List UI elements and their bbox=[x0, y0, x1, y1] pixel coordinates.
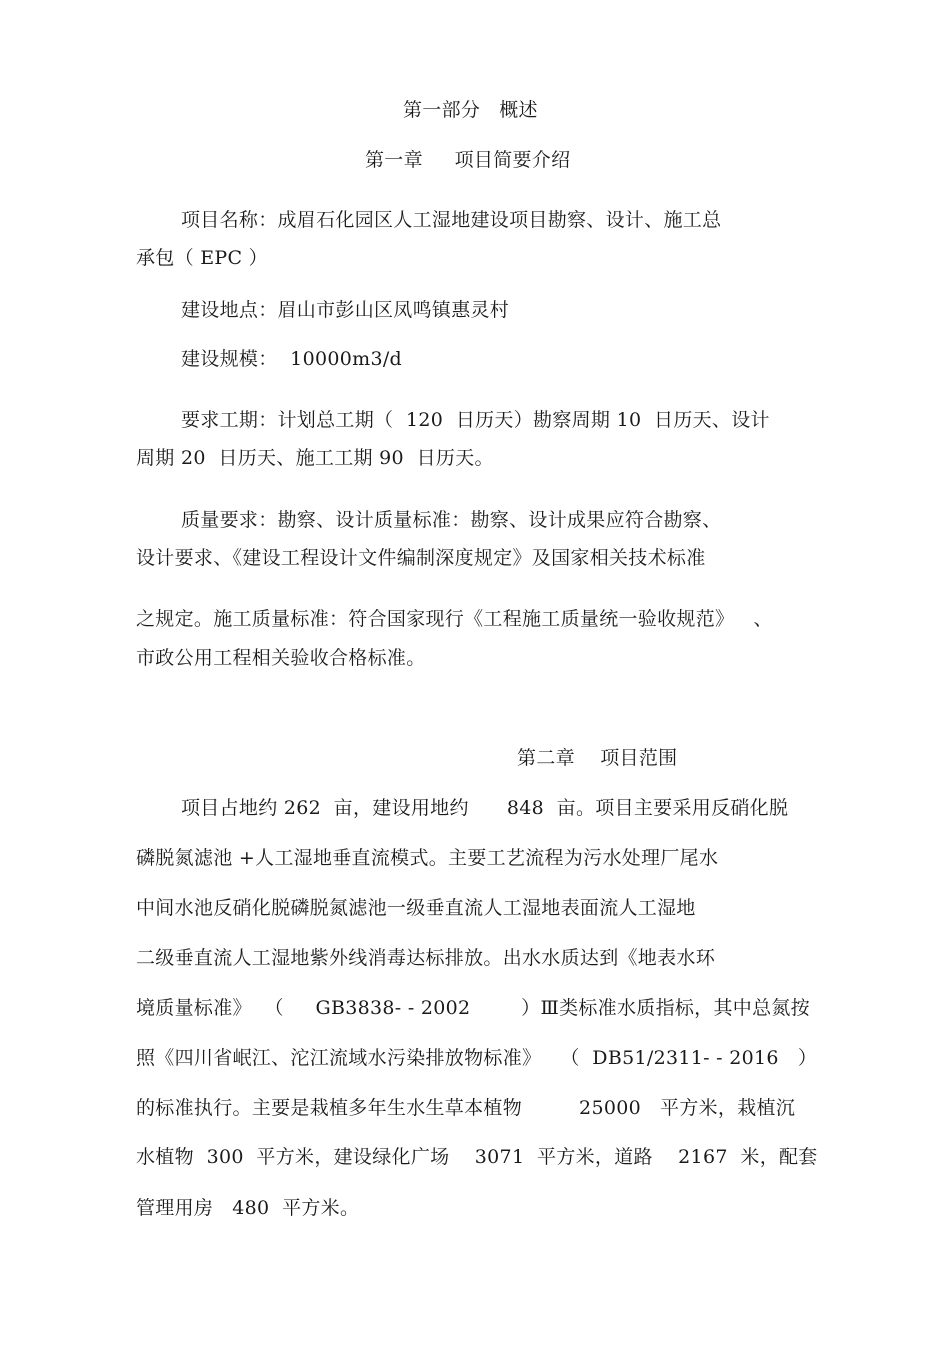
quality-line3: 之规定。施工质量标准：符合国家现行《工程施工质量统一验收规范》 、 bbox=[136, 608, 773, 630]
project-location: 建设地点：眉山市彭山区凤鸣镇惠灵村 bbox=[181, 299, 510, 321]
scope-line: 中间水池反硝化脱磷脱氮滤池一级垂直流人工湿地表面流人工湿地 bbox=[136, 897, 696, 919]
project-period-line1: 要求工期：计划总工期（ 120 日历天）勘察周期 10 日历天、设计 bbox=[181, 409, 770, 431]
project-name-line2: 承包（ EPC ） bbox=[136, 247, 268, 269]
scope-line: 境质量标准》 （ GB3838- - 2002 ）Ⅲ类标准水质指标，其中总氮按 bbox=[136, 997, 810, 1019]
scope-line: 水植物 300 平方米，建设绿化广场 3071 平方米，道路 2167 米，配套 bbox=[136, 1146, 818, 1168]
quality-line1: 质量要求：勘察、设计质量标准：勘察、设计成果应符合勘察、 bbox=[181, 509, 722, 531]
scope-line: 管理用房 480 平方米。 bbox=[136, 1197, 360, 1219]
chapter1-title: 第一章 项目简要介绍 bbox=[365, 149, 571, 171]
chapter2-title: 第二章 项目范围 bbox=[517, 747, 678, 769]
scope-line: 照《四川省岷江、沱江流域水污染排放物标准》 （ DB51/2311- - 2016 ） bbox=[136, 1047, 818, 1069]
scope-line: 二级垂直流人工湿地紫外线消毒达标排放。出水水质达到《地表水环 bbox=[136, 947, 716, 969]
project-period-line2: 周期 20 日历天、施工工期 90 日历天。 bbox=[136, 447, 494, 469]
quality-line4: 市政公用工程相关验收合格标准。 bbox=[136, 647, 426, 669]
scope-line: 的标准执行。主要是栽植多年生水生草本植物 25000 平方米，栽植沉 bbox=[136, 1097, 796, 1119]
part-title: 第一部分 概述 bbox=[403, 99, 538, 121]
project-name-line1: 项目名称：成眉石化园区人工湿地建设项目勘察、设计、施工总 bbox=[181, 209, 722, 231]
project-scale: 建设规模： 10000m3/d bbox=[181, 348, 402, 370]
scope-line: 项目占地约 262 亩，建设用地约 848 亩。项目主要采用反硝化脱 bbox=[181, 797, 789, 819]
quality-line2: 设计要求、《建设工程设计文件编制深度规定》及国家相关技术标准 bbox=[136, 547, 706, 569]
scope-line: 磷脱氮滤池 +人工湿地垂直流模式。主要工艺流程为污水处理厂尾水 bbox=[136, 847, 719, 869]
